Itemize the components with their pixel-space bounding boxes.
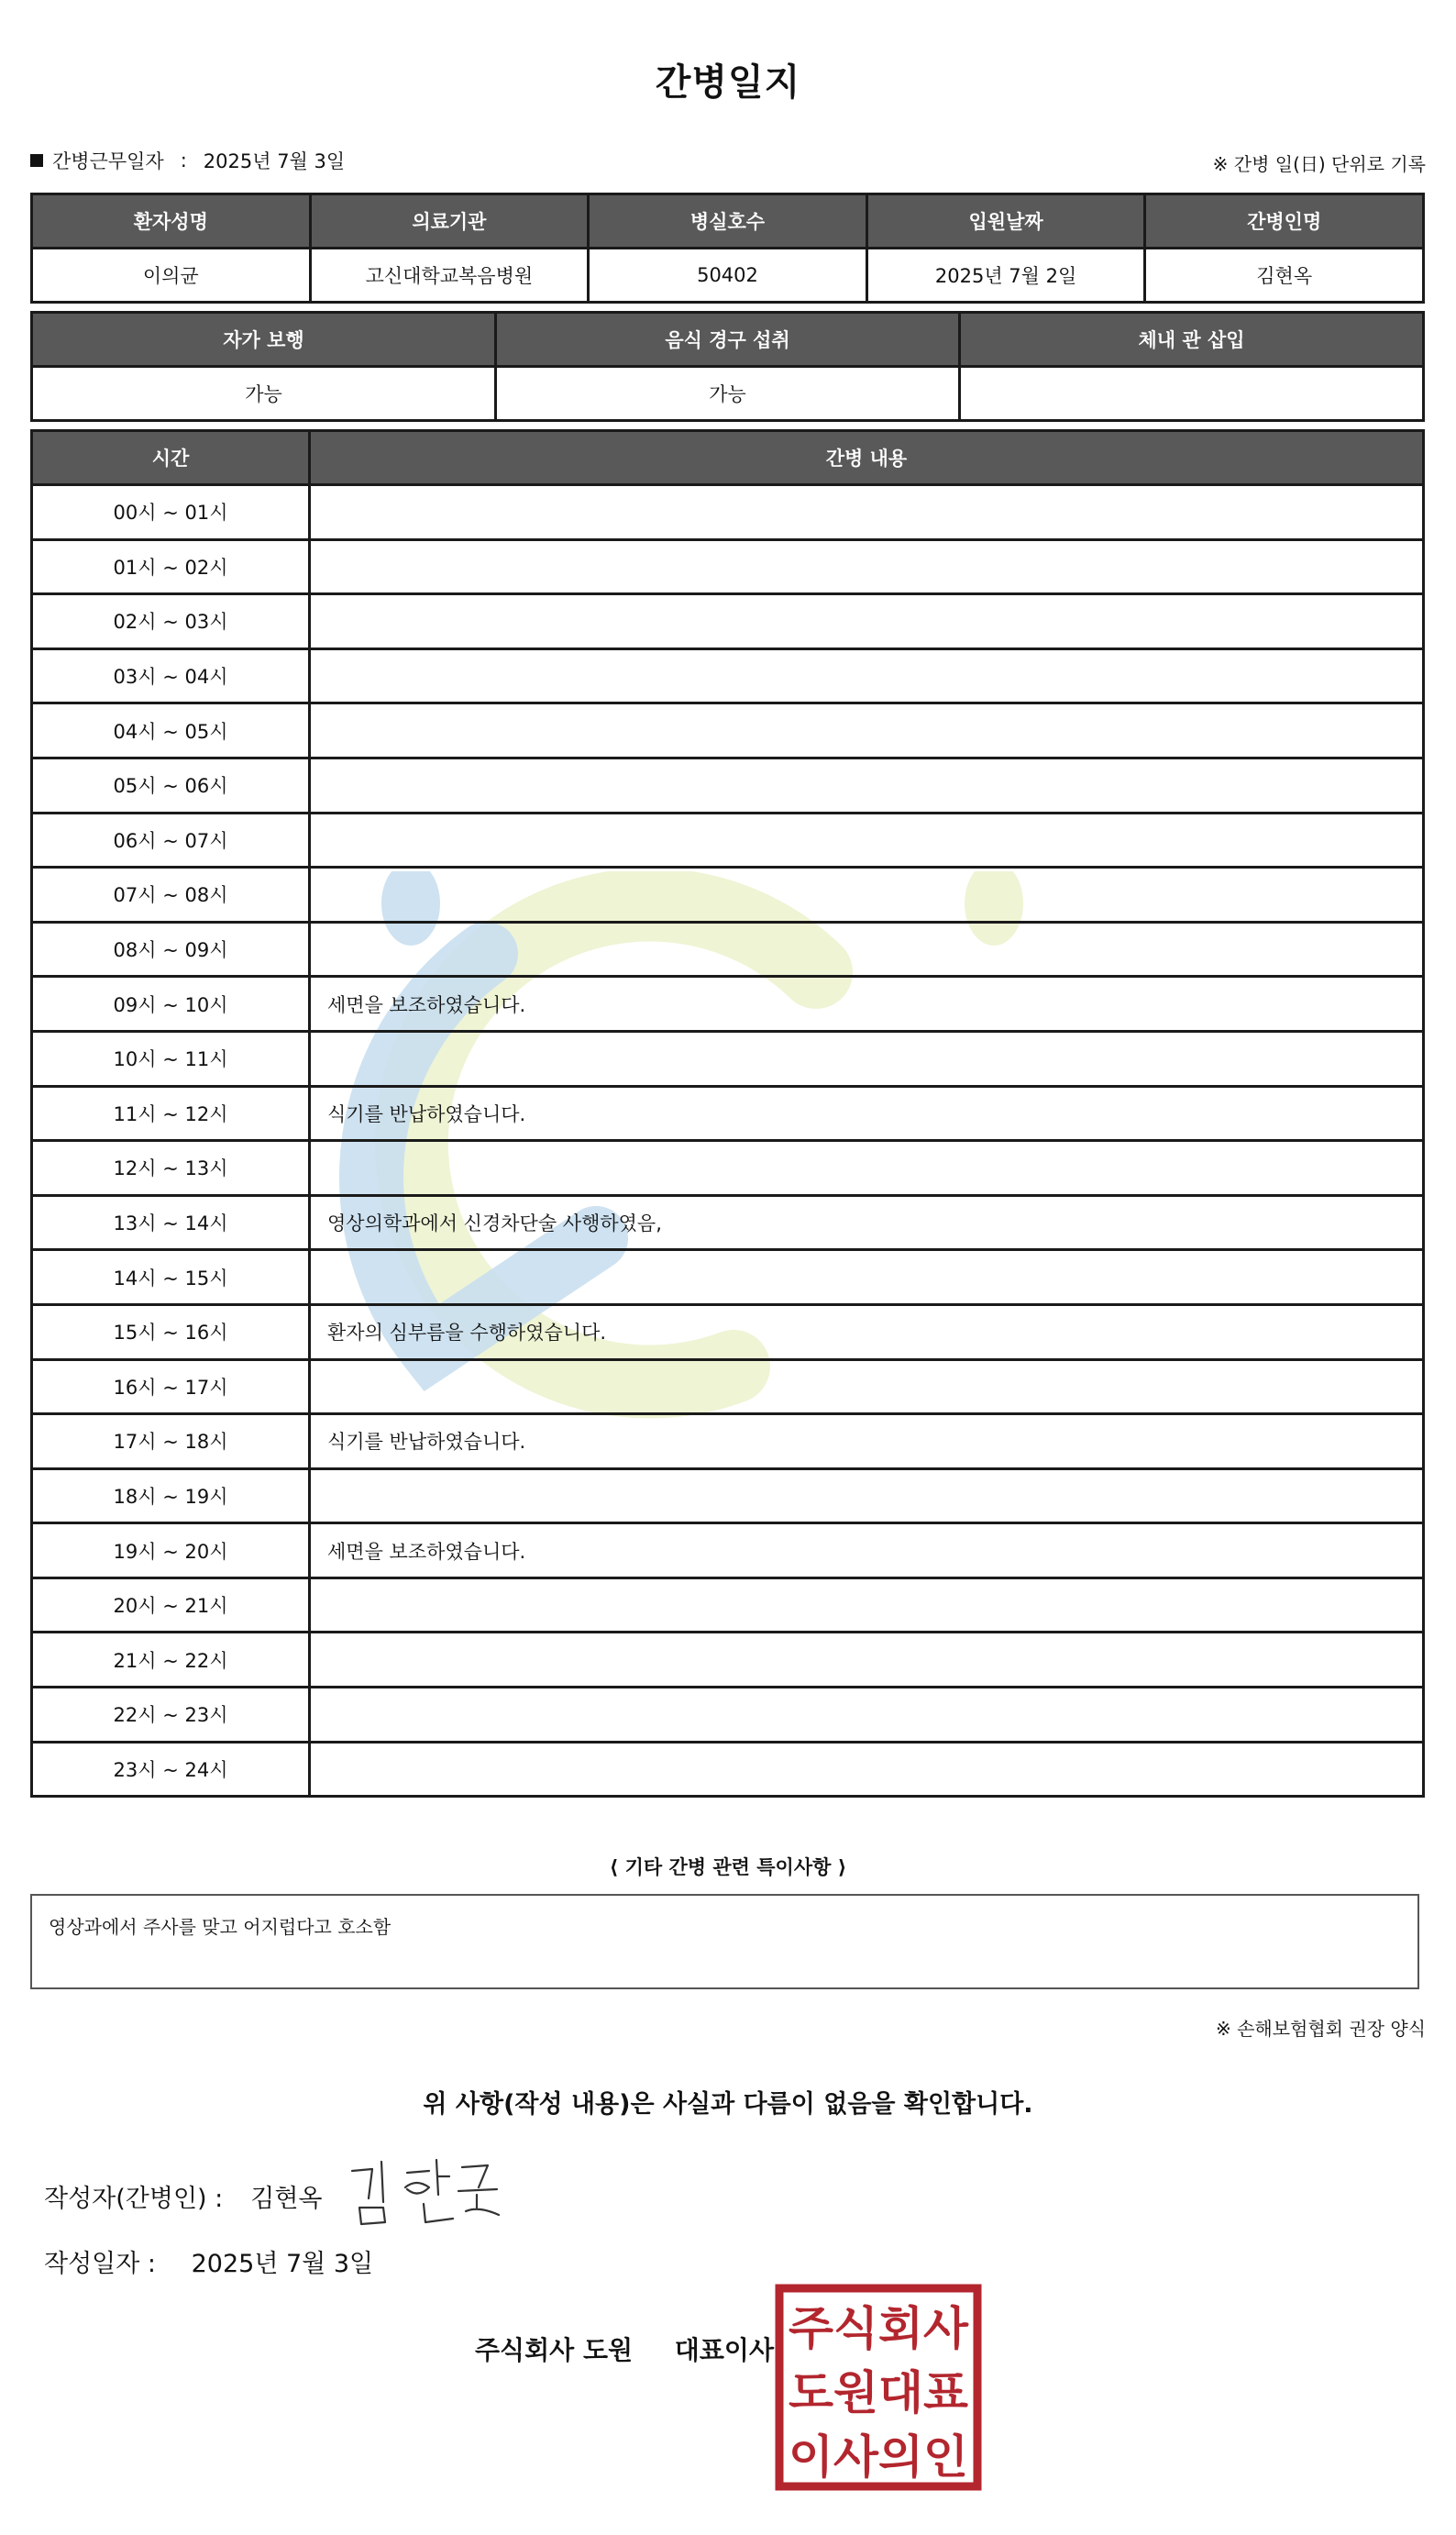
log-time: 00시 ~ 01시 (32, 485, 310, 540)
work-date-line (30, 147, 345, 174)
log-time: 07시 ~ 08시 (32, 868, 310, 923)
table-row (32, 367, 1424, 421)
hourly-log-table (30, 429, 1425, 1798)
log-time: 18시 ~ 19시 (32, 1468, 310, 1523)
log-time: 23시 ~ 24시 (32, 1742, 310, 1797)
table-header-row (32, 313, 1424, 367)
header-oral-intake: 음식 경구 섭취 (496, 313, 960, 367)
table-row (32, 485, 1424, 540)
log-time: 22시 ~ 23시 (32, 1688, 310, 1743)
header-care-content: 간병 내용 (310, 431, 1424, 485)
header-time: 시간 (32, 431, 310, 485)
log-time: 03시 ~ 04시 (32, 648, 310, 703)
log-time: 15시 ~ 16시 (32, 1304, 310, 1359)
self-walking: 가능 (32, 367, 496, 421)
company-seal-stamp (775, 2284, 982, 2491)
table-row (32, 1742, 1424, 1797)
log-content: 영상의학과에서 신경차단술 사행하였음, (310, 1195, 1424, 1250)
header-self-walking: 자가 보행 (32, 313, 496, 367)
table-row (32, 1250, 1424, 1305)
hospital: 고신대학교복음병원 (310, 249, 589, 303)
log-time: 13시 ~ 14시 (32, 1195, 310, 1250)
log-time: 06시 ~ 07시 (32, 813, 310, 868)
header-room-number: 병실호수 (589, 194, 867, 249)
log-time: 08시 ~ 09시 (32, 922, 310, 977)
log-content: 식기를 반납하였습니다. (310, 1414, 1424, 1469)
log-time: 04시 ~ 05시 (32, 703, 310, 758)
table-row (32, 1523, 1424, 1578)
write-date-label: 작성일자 : (44, 2250, 157, 2278)
log-content (310, 922, 1424, 977)
work-date-value: 2025년 7월 3일 (203, 150, 346, 172)
header-caregiver-name: 간병인명 (1145, 194, 1424, 249)
representative-title: 대표이사 (674, 2335, 774, 2365)
caregiver-name: 김현옥 (1145, 249, 1424, 303)
square-bullet-icon (30, 154, 43, 167)
log-content (310, 1250, 1424, 1305)
log-content (310, 1141, 1424, 1196)
log-content: 세면을 보조하였습니다. (310, 1523, 1424, 1578)
table-row (32, 1468, 1424, 1523)
log-content (310, 648, 1424, 703)
table-header-row (32, 194, 1424, 249)
patient-name: 이의균 (32, 249, 311, 303)
log-time: 02시 ~ 03시 (32, 594, 310, 649)
table-row (32, 1031, 1424, 1086)
log-content (310, 1577, 1424, 1633)
log-content: 식기를 반납하였습니다. (310, 1086, 1424, 1141)
log-time: 16시 ~ 17시 (32, 1359, 310, 1414)
oral-intake: 가능 (496, 367, 960, 421)
log-content (310, 485, 1424, 540)
writer-label: 작성자(간병인) : (44, 2185, 224, 2213)
log-time: 10시 ~ 11시 (32, 1031, 310, 1086)
log-time: 12시 ~ 13시 (32, 1141, 310, 1196)
log-content (310, 1468, 1424, 1523)
table-row (32, 1195, 1424, 1250)
log-content (310, 594, 1424, 649)
log-body (32, 485, 1424, 1797)
table-row (32, 1359, 1424, 1414)
log-content: 환자의 심부름을 수행하였습니다. (310, 1304, 1424, 1359)
table-row (32, 539, 1424, 594)
log-time: 20시 ~ 21시 (32, 1577, 310, 1633)
log-content (310, 1633, 1424, 1688)
write-date-value: 2025년 7월 3일 (191, 2250, 374, 2278)
log-time: 09시 ~ 10시 (32, 977, 310, 1032)
write-date-line (44, 2243, 373, 2279)
log-content (310, 813, 1424, 868)
svg-text:도원대표: 도원대표 (789, 2366, 969, 2419)
recommend-note: ※ 손해보험협회 권장 양식 (1215, 2018, 1426, 2040)
log-time: 21시 ~ 22시 (32, 1633, 310, 1688)
company-name: 주식회사 도원 (475, 2335, 634, 2365)
confirmation-statement: 위 사항(작성 내용)은 사실과 다름이 없음을 확인합니다. (423, 2090, 1033, 2119)
table-row (32, 648, 1424, 703)
table-row (32, 977, 1424, 1032)
log-content (310, 703, 1424, 758)
company-line (475, 2330, 774, 2367)
header-tube-insertion: 체내 관 삽입 (960, 313, 1424, 367)
header-admission-date: 입원날짜 (866, 194, 1145, 249)
admission-date: 2025년 7월 2일 (866, 249, 1145, 303)
table-row (32, 868, 1424, 923)
table-row (32, 1688, 1424, 1743)
log-time: 01시 ~ 02시 (32, 539, 310, 594)
header-hospital: 의료기관 (310, 194, 589, 249)
log-content (310, 1031, 1424, 1086)
table-row (32, 1304, 1424, 1359)
patient-status-table (30, 311, 1425, 422)
log-time: 05시 ~ 06시 (32, 758, 310, 813)
log-content (310, 868, 1424, 923)
table-row (32, 703, 1424, 758)
header-patient-name: 환자성명 (32, 194, 311, 249)
table-row (32, 594, 1424, 649)
table-row (32, 922, 1424, 977)
table-row (32, 1141, 1424, 1196)
special-notes-box: 영상과에서 주사를 맞고 어지럽다고 호소함 (30, 1894, 1419, 1989)
unit-note: ※ 간병 일(日) 단위로 기록 (1212, 153, 1426, 175)
log-content (310, 1359, 1424, 1414)
patient-info-table (30, 193, 1425, 304)
log-time: 17시 ~ 18시 (32, 1414, 310, 1469)
svg-text:이사의인: 이사의인 (789, 2430, 968, 2484)
table-row (32, 1414, 1424, 1469)
log-content: 세면을 보조하였습니다. (310, 977, 1424, 1032)
tube-insertion (960, 367, 1424, 421)
work-date-separator: : (180, 149, 187, 172)
table-row (32, 758, 1424, 813)
log-time: 11시 ~ 12시 (32, 1086, 310, 1141)
room-number: 50402 (589, 249, 867, 303)
svg-text:주식회사: 주식회사 (789, 2302, 969, 2355)
work-date-label: 간병근무일자 (52, 150, 164, 172)
table-row (32, 1577, 1424, 1633)
log-time: 19시 ~ 20시 (32, 1523, 310, 1578)
log-time: 14시 ~ 15시 (32, 1250, 310, 1305)
log-content (310, 539, 1424, 594)
table-row (32, 1086, 1424, 1141)
handwritten-signature (341, 2151, 524, 2233)
log-content (310, 1688, 1424, 1743)
table-row (32, 249, 1424, 303)
table-header-row (32, 431, 1424, 485)
table-row (32, 813, 1424, 868)
special-notes-heading: ⟨ 기타 간병 관련 특이사항 ⟩ (609, 1856, 847, 1878)
writer-line (44, 2178, 323, 2214)
log-content (310, 1742, 1424, 1797)
table-row (32, 1633, 1424, 1688)
document-title: 간병일지 (655, 61, 801, 104)
writer-name: 김현옥 (250, 2185, 323, 2213)
log-content (310, 758, 1424, 813)
